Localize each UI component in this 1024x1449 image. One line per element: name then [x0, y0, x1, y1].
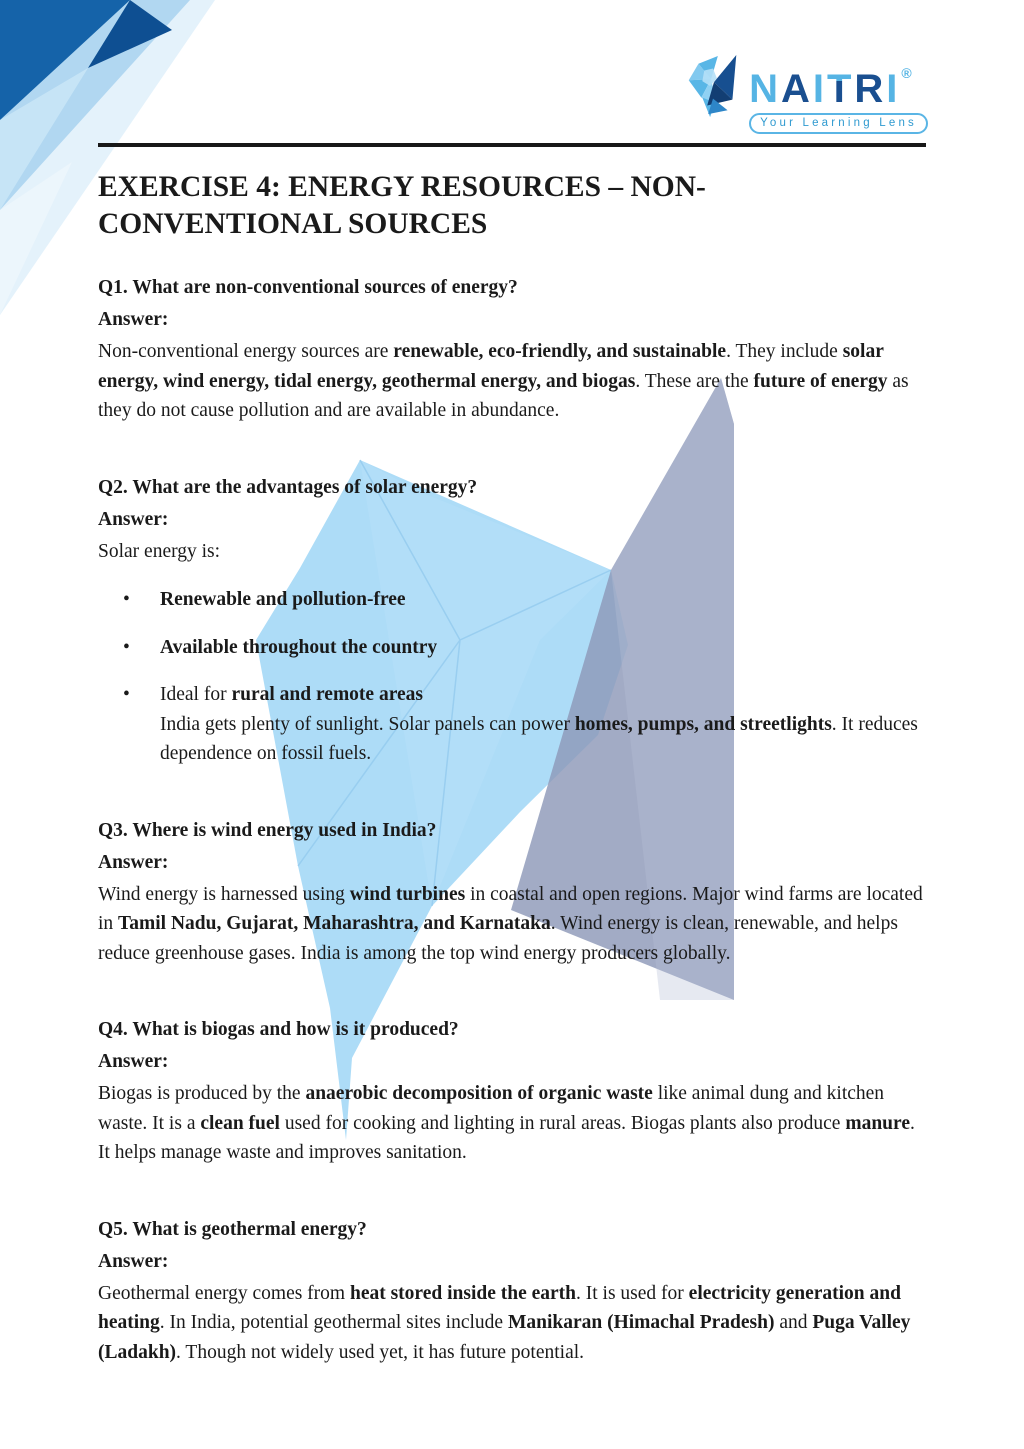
text: . It reduces dependence on fossil fuels. — [160, 713, 918, 764]
qa-block-q1 — [98, 273, 930, 426]
logo-text-block — [749, 52, 928, 134]
text: . In India, potential geothermal sites include — [159, 1312, 508, 1333]
text: in coastal and open regions. Major wind farms are located in — [98, 883, 923, 934]
bold-text: rural and remote areas — [231, 684, 424, 705]
answer-label-q2: Answer: — [98, 508, 169, 530]
qa-block-q2 — [98, 473, 930, 769]
bullet-line — [160, 633, 930, 663]
page-title-line2: CONVENTIONAL SOURCES — [98, 208, 488, 240]
qa-block-q3 — [98, 816, 930, 969]
brand-name — [749, 52, 928, 110]
answer-intro-q2: Solar energy is: — [98, 540, 221, 562]
answer-paragraph-q1 — [98, 337, 930, 426]
answer-paragraph-q5 — [98, 1279, 930, 1368]
bold-text: Renewable and pollution-free — [160, 589, 406, 610]
brand-tagline: Your Learning Lens — [749, 113, 928, 134]
text: . Wind energy is clean, renewable, and helps reduce greenhouse gases. India is among the top wind energy producers globally. — [98, 913, 898, 964]
brand-letter: R — [854, 67, 887, 111]
question-q4: Q4. What is biogas and how is it produced? — [98, 1019, 459, 1040]
answer-paragraph-q3 — [98, 880, 930, 969]
bold-text: wind turbines — [349, 883, 466, 905]
bold-text: Tamil Nadu, Gujarat, Maharashtra, and Karnataka — [118, 913, 551, 934]
bullet-item — [98, 585, 930, 615]
naitri-logo — [684, 52, 928, 134]
header-divider — [98, 143, 926, 147]
text: . It helps manage waste and improves sanitation. — [98, 1112, 915, 1163]
text: Biogas is produced by the — [98, 1083, 306, 1104]
text: Geothermal energy comes from — [98, 1282, 350, 1304]
text: like animal dung and kitchen waste. It is a — [98, 1083, 885, 1134]
text: . Though not widely used yet, it has future potential. — [176, 1341, 585, 1363]
text: used for cooking and lighting in rural areas. Biogas plants also produce — [279, 1112, 846, 1134]
bullet-line — [160, 710, 930, 769]
text: India gets plenty of sunlight. Solar panels can power — [160, 713, 575, 735]
bold-text: Puga Valley (Ladakh) — [98, 1312, 911, 1363]
bullet-item — [98, 680, 930, 769]
brand-letter: I — [886, 67, 901, 111]
question-q5: Q5. What is geothermal energy? — [98, 1218, 367, 1240]
text: . These are the — [635, 370, 754, 392]
qa-section — [98, 273, 930, 1367]
bold-text: heat stored inside the earth — [349, 1282, 577, 1304]
bullet-line — [160, 585, 930, 615]
page-title-line1: EXERCISE 4: ENERGY RESOURCES – NON- — [98, 171, 706, 203]
bold-text: manure — [845, 1112, 910, 1134]
bold-text: renewable, eco-friendly, and sustainable — [393, 341, 727, 362]
text: Ideal for — [160, 684, 232, 705]
bold-text: future of energy — [753, 370, 888, 392]
text: Wind energy is harnessed using — [98, 883, 350, 905]
qa-block-q4 — [98, 1015, 930, 1168]
text: . It is used for — [576, 1282, 689, 1304]
bullet-item — [98, 633, 930, 663]
bold-text: solar energy, wind energy, tidal energy, geothermal energy, and biogas — [98, 341, 884, 392]
answer-label-q1: Answer: — [98, 309, 169, 330]
page-title — [98, 169, 926, 243]
answer-label-q3: Answer: — [98, 851, 169, 873]
brand-letter: T — [826, 67, 855, 111]
text: as they do not cause pollution and are available in abundance. — [98, 370, 909, 421]
bullet-list-q2 — [98, 585, 930, 769]
question-q2: Q2. What are the advantages of solar energy? — [98, 476, 478, 498]
bold-text: Available throughout the country — [160, 636, 438, 658]
answer-label-q4: Answer: — [98, 1051, 169, 1072]
answer-label-q5: Answer: — [98, 1250, 169, 1272]
naitri-logo-icon — [684, 54, 742, 120]
answer-paragraph-q4 — [98, 1079, 930, 1168]
question-q3: Q3. Where is wind energy used in India? — [98, 819, 437, 841]
question-q1: Q1. What are non-conventional sources of energy? — [98, 277, 518, 298]
bold-text: anaerobic decomposition of organic waste — [305, 1083, 653, 1104]
bold-text: homes, pumps, and streetlights — [574, 713, 832, 735]
text: . They include — [726, 341, 843, 362]
brand-letter: I — [812, 67, 827, 111]
bold-text: Manikaran (Himachal Pradesh) — [507, 1312, 775, 1333]
text: and — [774, 1312, 813, 1333]
header — [0, 0, 1024, 134]
text: Non-conventional energy sources are — [98, 341, 394, 362]
registered-trademark-symbol: ® — [901, 65, 912, 81]
brand-letter: N — [749, 67, 781, 111]
qa-block-q5 — [98, 1215, 930, 1368]
bold-text: clean fuel — [200, 1112, 280, 1134]
brand-letter: A — [780, 67, 813, 111]
bullet-line — [160, 680, 930, 710]
bold-text: electricity generation and heating — [98, 1282, 901, 1333]
